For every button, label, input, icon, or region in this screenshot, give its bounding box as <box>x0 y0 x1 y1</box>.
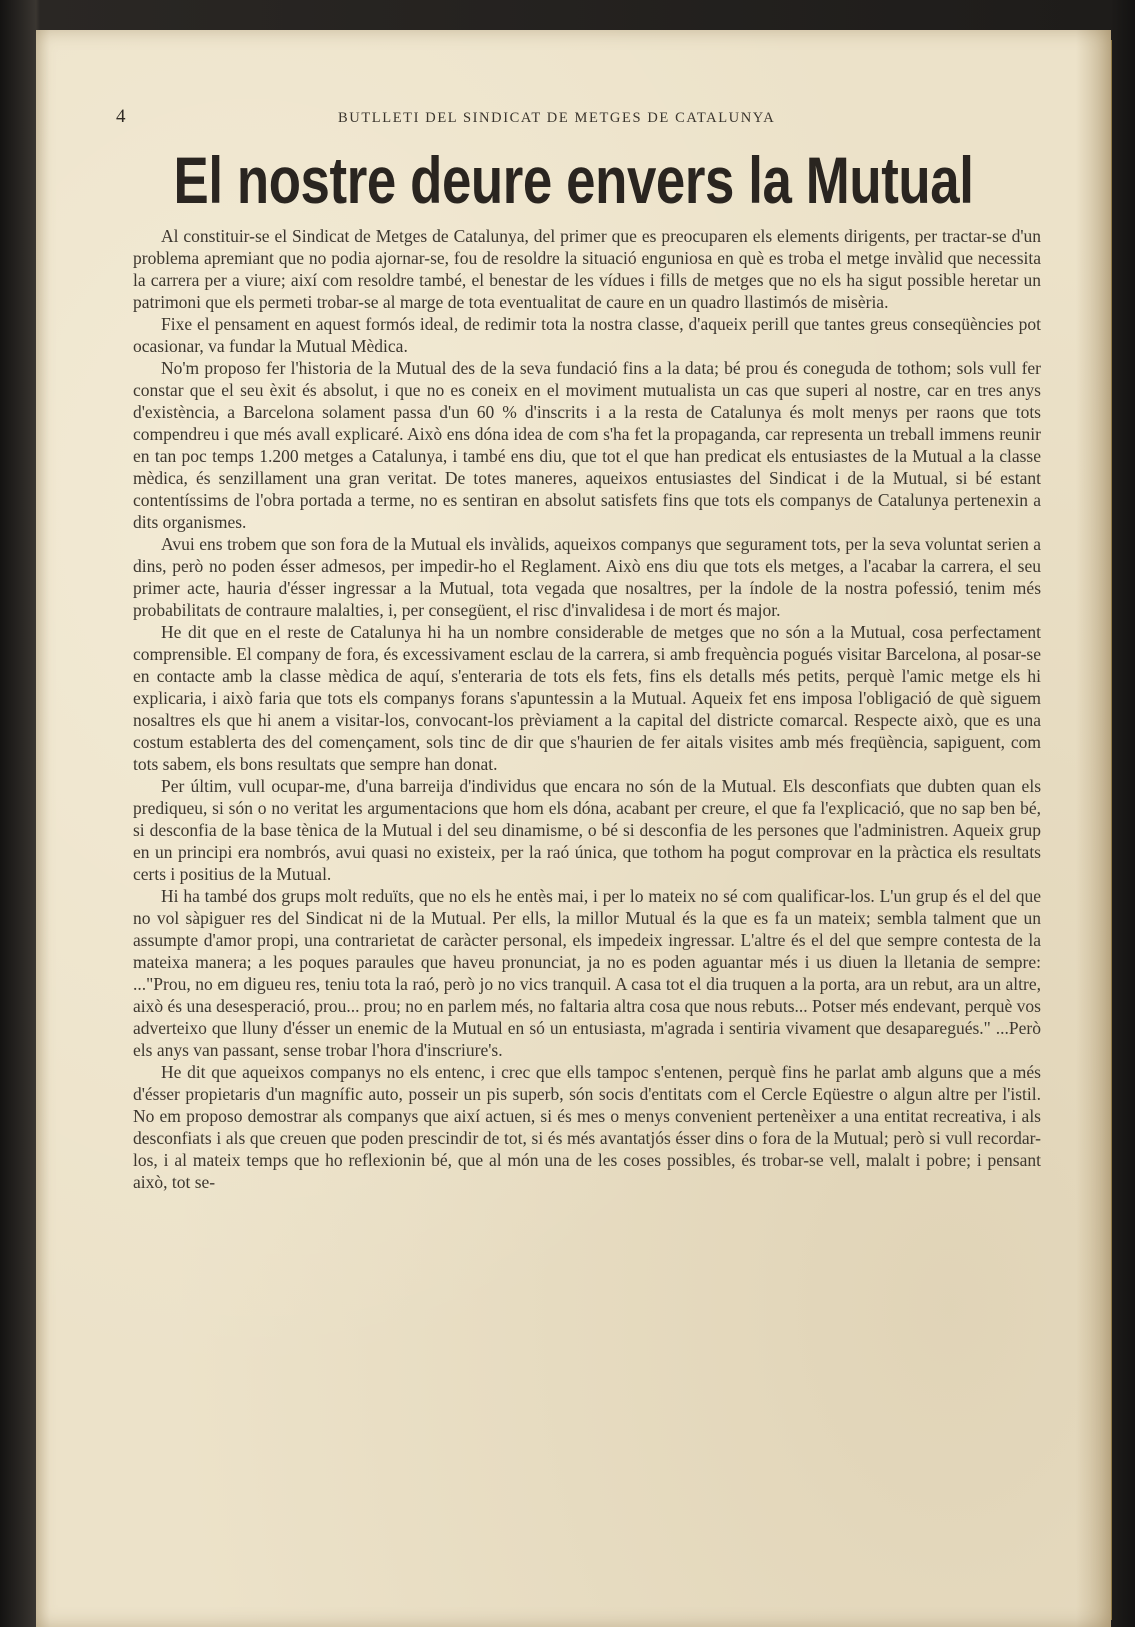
paragraph: He dit que en el reste de Catalunya hi ha un nombre considerable de metges que no són a la Mutual, cosa perfectament comprensible. El company de fora, és excessivament esclau de la carrera, si amb frequència pogués visitar Barcelona, al posar-se en contacte amb la classe mèdica de aquí, s'enteraria de tots els fets, fins els detalls més petits, perquè l'amic metge els hi explicaria, i això faria que tots els companys forans s'apuntessin a la Mutual. Aqueix fet ens imposa l'obligació de què siguem nosaltres els que hi anem a visitar-los, convocant-los prèviament a la capital del districte comarcal. Respecte això, que es una costum establerta des del començament, sols tinc de dir que s'haurien de fer aitals visites amb més freqüència, sapiguent, com tots sabem, els bons resultats que sempre han donat. <box>133 622 1041 774</box>
paragraph: Hi ha també dos grups molt reduïts, que no els he entès mai, i per lo mateix no sé com qualificar-los. L'un grup és el del que no vol sàpiguer res del Sindicat ni de la Mutual. Per ells, la millor Mutual és la que es fa un mateix; sembla talment que un assumpte d'amor propi, una contrarietat de caràcter personal, els impedeix ingressar. L'altre és el del que sempre contesta de la mateixa manera; a les poques paraules que haveu pronunciat, ja no es poden aguantar més i us diuen la lletania de sempre: ..."Prou, no em digueu res, teniu tota la raó, però jo no vics tranquil. A casa tot el dia truquen a la porta, ara un rebut, ara un altre, això és una desesperació, prou... prou; no en parlem més, no faltaria altra cosa que nous rebuts... Potser més endevant, perquè vos adverteixo que lluny d'ésser un enemic de la Mutual en só un entusiasta, m'agrada i sentiria vivament que desaparegués." ...Però els anys van passant, sense trobar l'hora d'inscriure's. <box>133 886 1041 1060</box>
running-title: BUTLLETI DEL SINDICAT DE METGES DE CATALUNYA <box>338 110 776 126</box>
paragraph: Per últim, vull ocupar-me, d'una barreija d'individus que encara no són de la Mutual. Els desconfiats que dubten quan els prediqueu, si són o no veritat les argumentacions que hom els dóna, acabant per creure, el que fa l'explicació, que no sap ben bé, si desconfia de la base tènica de la Mutual i del seu dinamisme, o bé si desconfia de les persones que l'administren. Aqueix grup en un principi era nombrós, avui quasi no existeix, per la raó única, que tothom ha pogut comprovar en la pràctica els resultats certs i positius de la Mutual. <box>133 776 1041 884</box>
page-header <box>36 106 1111 130</box>
article-title: El nostre deure envers la Mutual <box>173 143 974 217</box>
paragraph: No'm proposo fer l'historia de la Mutual des de la seva fundació fins a la data; bé prou és coneguda de tothom; sols vull fer constar que el seu èxit és absolut, i que no es coneix en el moviment mutualista un cas que superi al nostre, car en tres anys d'existència, a Barcelona solament passa d'un 60 % d'inscrits i a la resta de Catalunya és molt menys per raons que tots compendreu i que més avall explicaré. Això ens dóna idea de com s'ha fet la propaganda, car representa un treball immens reunir en tan poc temps 1.200 metges a Catalunya, i també ens diu, que tot el que han predicat els entusiastes de la Mutual a la classe mèdica, és senzillament una gran veritat. De totes maneres, aqueixos entusiastes del Sindicat i de la Mutual, si bé estant contentíssims de l'obra portada a terme, no es sentiran en absolut satisfets fins que tots els companys de Catalunya pertenexin a dits organismes. <box>133 358 1041 532</box>
page-number: 4 <box>116 106 126 127</box>
article-body <box>133 225 1041 1193</box>
document-page <box>36 30 1111 1627</box>
paragraph: He dit que aqueixos companys no els entenc, i crec que ells tampoc s'entenen, perquè fins he parlat amb alguns que a més d'ésser propietaris d'un magnífic auto, posseir un pis superb, són socis d'entitats com el Cercle Eqüestre o algun altre per l'istil. No em proposo demostrar als companys que així actuen, si és mes o menys convenient pertenèixer a una entitat recreativa, i als desconfiats i als que creuen que poden prescindir de tot, si és més avantatjós ésser dins o fora de la Mutual; però si vull recordar-los, i al mateix temps que ho reflexionin bé, que al món una de les coses possibles, és trobar-se vell, malalt i pobre; i pensant això, tot se- <box>133 1062 1041 1192</box>
paragraph: Al constituir-se el Sindicat de Metges de Catalunya, del primer que es preocuparen els elements dirigents, per tractar-se d'un problema apremiant que no podia ajornar-se, fou de resoldre la situació enguniosa en què es troba el metge invàlid que necessita la carrera per a viure; així com resoldre també, el benestar de les vídues i fills de metges que no els ha sigut possible heretar un patrimoni que els permeti trobar-se al marge de tota eventualitat de caure en un quadro llastimós de misèria. <box>133 226 1041 312</box>
paragraph: Fixe el pensament en aquest formós ideal, de redimir tota la nostra classe, d'aqueix perill que tantes greus conseqüències pot ocasionar, va fundar la Mutual Mèdica. <box>133 314 1041 356</box>
paragraph: Avui ens trobem que son fora de la Mutual els invàlids, aqueixos companys que segurament tots, per la seva voluntat serien a dins, però no poden ésser admesos, per impedir-ho el Reglament. Això ens diu que tots els metges, a l'acabar la carrera, el seu primer acte, hauria d'ésser ingressar a la Mutual, tota vegada que nosaltres, per la índole de la nostra pofessió, tenim més probabilitats de contraure malalties, i, per consegüent, el risc d'invalidesa i de mort és major. <box>133 534 1041 620</box>
